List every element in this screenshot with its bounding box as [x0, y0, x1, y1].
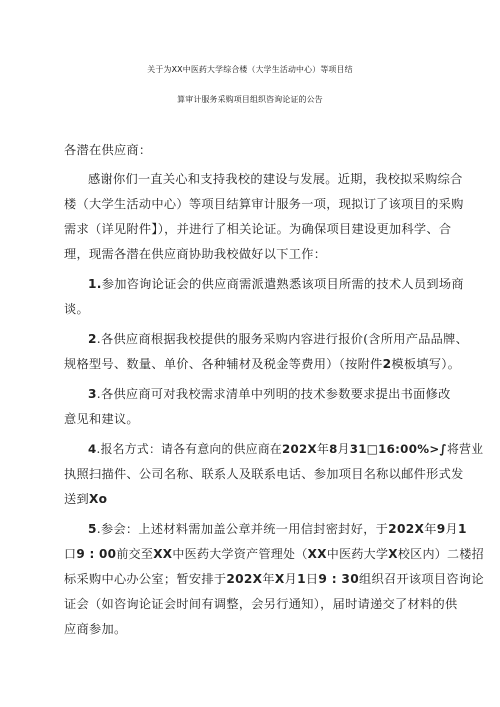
list-item-5-line-4: 证会（如咨询论证会时间有调整，会另行通知），届时请递交了材料的供 — [64, 597, 458, 611]
list-item-5-line-5: 应商参加。 — [64, 622, 127, 636]
item-number: 1. — [88, 277, 102, 291]
list-item-3-line-1: 3.各供应商可对我校需求清单中列明的技术参数要求提出书面修改 — [88, 387, 451, 401]
list-item-1-line-2: 谈。 — [64, 302, 89, 316]
item-number: 5 — [88, 522, 97, 536]
list-item-4-line-1: 4.报名方式：请各有意向的供应商在202X年8月31□16:00%>∫将营业 — [88, 442, 484, 456]
item-number: 2 — [88, 332, 97, 346]
email-placeholder: Xo — [88, 492, 108, 506]
paragraph-line: 需求（详见附件】），并进行了相关论证。为确保项目建设更加科学、合 — [64, 222, 452, 236]
title-line-1: 关于为XX中医药大学综合楼（大学生活动中心）等项目结 — [147, 65, 353, 74]
list-item-5-line-2: 口9 : 00前交至XX中医药大学资产管理处（XX中医药大学X校区内）二楼招 — [64, 547, 484, 561]
paragraph-line: 理，现需各潜在供应商协助我校做好以下工作： — [64, 247, 327, 261]
list-item-2-line-2: 规格型号、数量、单价、各种辅材及税金等费用）（按附件2模板填写）。 — [64, 357, 461, 371]
item-number: 3 — [88, 387, 97, 401]
item-number: 4 — [88, 442, 97, 456]
list-item-3-line-2: 意见和建议。 — [64, 412, 139, 426]
list-item-1-line-1: 1.参加咨询论证会的供应商需派遣熟悉该项目所需的技术人员到场商 — [88, 277, 464, 291]
title-line-2: 算审计服务采购项目组织咨询论证的公告 — [177, 95, 323, 104]
list-item-5-line-3: 标采购中心办公室；暂安排于202X年X月1日9 : 30组织召开该项目咨询论 — [64, 572, 484, 586]
paragraph-line: 感谢你们一直关心和支持我校的建设与发展。近期，我校拟采购综合 — [88, 172, 463, 186]
list-item-2-line-1: 2.各供应商根据我校提供的服务采购内容进行报价(含所用产品品牌、 — [88, 332, 469, 346]
paragraph-line: 楼（大学生活动中心）等项目结算审计服务一项，现拟订了该项目的采购 — [64, 197, 464, 211]
list-item-4-line-3: 送到Xo — [64, 492, 108, 506]
salutation: 各潜在供应商： — [64, 143, 152, 157]
list-item-5-line-1: 5.参会：上述材料需加盖公章并统一用信封密封好，于202X年9月1 — [88, 522, 467, 536]
list-item-4-line-2: 执照扫描件、公司名称、联系人及联系电话、参加项目名称以邮件形式发 — [64, 467, 464, 481]
